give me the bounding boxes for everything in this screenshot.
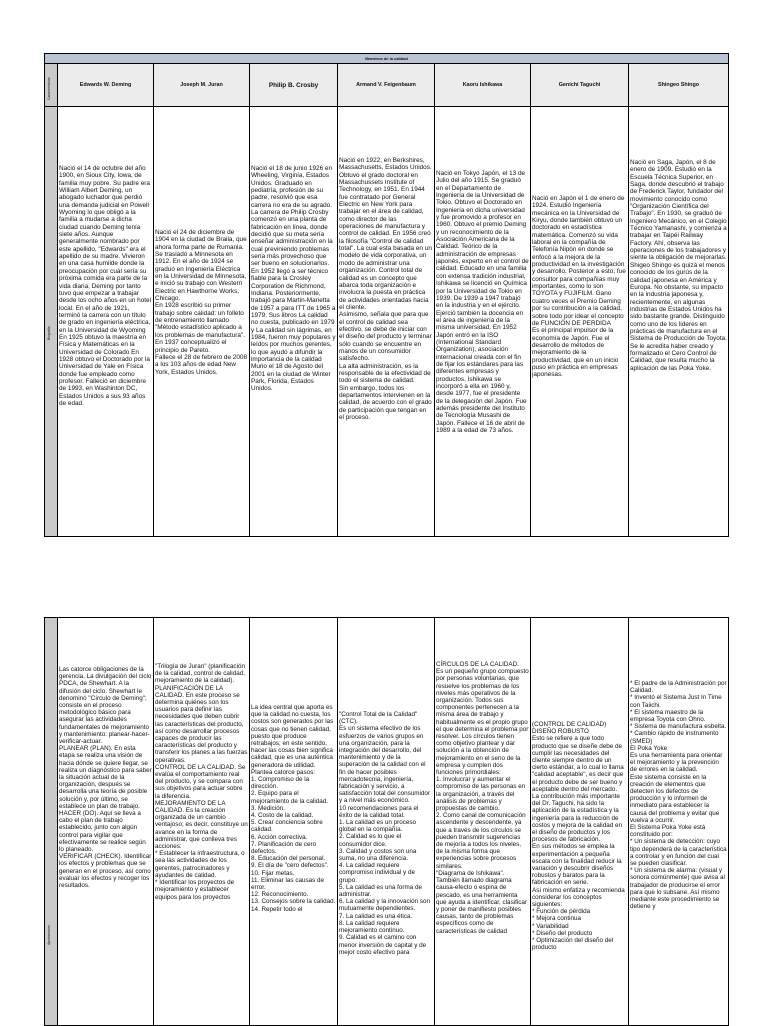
apl-ishikawa-text: CÍRCULOS DE LA CALIDAD. Es un pequeño grupo compuesto por personas voluntarias, que resuelve los problemas de los niveles más operativos de la organización. Todos sus componentes pertenecen a la misma área de trabajo y habitualmente es el propio grupo el que determina el problema por resolver. Los círculos tienen como objetivo plantear y dar solución a la obtención de mejoramiento en el seno de la empresa y cumplen dos funciones primordiales: 1. Involucrar y aumentar el compromiso de las personas en la organización, a través del análisis de problemas y propuestas de cambio. 2. Como canal de comunicación ascendente y descendente, ya que a través de los círculos se pueden transmitir sugerencias de mejoría a todos los niveles, de la misma forma que experiencias sobre procesos similares. "Diagrama de Ishikawa". También llamado diagrama causa-efecto o espina de pescado, es una herramienta que ayuda a identificar, clasificar y poner de manifiesto posibles causas, tanto de problemas específicos como de características de calidad: [436, 661, 529, 935]
side-header-cell: [45, 64, 58, 107]
apl-taguchi: [531, 618, 629, 1026]
bio-taguchi: [531, 107, 629, 537]
header-ishikawa: Kaoru Ishikawa: [435, 64, 531, 107]
header-juran: Joseph M. Juran: [154, 64, 250, 107]
bio-shingo: [629, 107, 729, 537]
apl-deming-text: Las catorce obligaciones de la gerencia. La divulgación del ciclo PDCA, de Shewhart. A la difusión del ciclo. Shewhart le denominó "Círculo de Deming"; consiste en el proceso metodológico básico para asegurar las actividades fundamentales de mejoramiento y mantenimiento: planear-hacer-verificar-actuar. PLANEAR (PLAN). En esta etapa se realiza una visión de hacia dónde se quiere llegar, se realiza un diagnóstico para saber la situación actual de la organización, después se desarrolla una teoría de posible solución y, por último, se establece un plan de trabajo. HACER (DO). Aquí se lleva a cabo el plan de trabajo establecido, junto con algún control para vigilar que efectivamente se realice según lo planeado. VERIFICAR (CHECK). Identificar los efectos y problemas que se generan en el proceso, así como evaluar los efectos y recoger los resultados.: [59, 666, 152, 890]
table-title: Maestros de la calidad: [45, 54, 729, 64]
header-shingo: Shingeo Shingo: [629, 64, 729, 107]
apl-deming: [58, 618, 154, 1026]
side-bio-cell: [45, 107, 58, 537]
bio-deming-text: Nació el 14 de octubre del año 1900, en Sioux City, Iowa, de familia muy pobre. Su padre era William Albert Deming, un abogado luchador que perdió una demanda judicial en Powell Wyoming lo que obligó a la familia a mudarse a dicha ciudad cuando Deming tenía siete años. Aunque generalmente nombrado por este apellido, "Edwards" era el apellido de su madre. Vivieron en una casa humilde donde la preocupación por cuál sería su próxima comida era parte de la vida diaria, Deming por tanto tuvo que empezar a trabajar desde los ocho años en un hotel local. En el año de 1921, terminó la carrera con un título de grado en ingeniería eléctrica, en la Universidad de Wyoming En 1925 obtuvo la maestría en Física y Matemáticas en la Universidad de Colorado En 1928 obtuvo el Doctorado por la Universidad de Yale en Física donde fue empleado como profesor. Falleció en diciembre de 1993, en Washinton DC, Estados Unidos a sus 93 años de edad.: [59, 165, 152, 407]
apl-crosby: [250, 618, 338, 1026]
bio-shingo-text: Nació en Saga, Japón, el 8 de enero de 1909. Estudió en la Escuela Técnica Superior, en Saga, donde descubrió el trabajo de Frederick Taylor, fundador del movimiento conocido como "Organización Científica del Trabajo". En 1930, se graduó de Ingeniero Mecánico, en el Colegio Técnico Yamanashi, y comienza a trabajar en Taipéi Railway Factory. Ahí, observa las operaciones de los trabajadores y siente la obligación de mejorarlas. Shigeo Shingo es quizá el menos conocido de los gurús de la calidad japonesa en América y Europa. No obstante, su impacto en la industria japonesa y, recientemente, en algunas industrias de Estados Unidos ha sido bastante grande. Distinguido como uno de los líderes en prácticas de manufactura en el Sistema de Producción de Toyota. Se le acredita haber creado y formalizado el Cero Control de Calidad, que resulta mucho la aplicación de las Poka Yoke.: [630, 159, 727, 372]
side-bio-label: Biografía: [47, 326, 51, 340]
apl-taguchi-text: (CONTROL DE CALIDAD) DISEÑO ROBUSTO Esto se refiere a que todo producto que se diseñe debe de cumplir las necesidades del cliente siempre dentro de un cierto estándar, a lo cual lo llama "calidad aceptable", es decir que el producto debe de ser bueno y aceptable dentro del mercado. La contribución más importante del Dr. Taguchi, ha sido la aplicación de la estadística y la ingeniería para la reducción de costos y mejora de la calidad en el diseño de productos y los procesos de fabricación. En sus métodos se emplea la experimentación a pequeña escala con la finalidad reducir la variación y descubrir diseños robustos y baratos para la fabricación en serie. Así mismo enfatiza y recomienda considerar los conceptos siguientes: * Función de pérdida * Mejora continua * Variabilidad * Diseño del producto * Optimización del diseño del producto: [532, 721, 625, 952]
side-apl-cell: [45, 618, 58, 1026]
bio-ishikawa-text: Nació en Tokyo Japón, el 13 de Julio del año 1915. Se graduó en el Departamento de Ingeniería de la Universidad de Tokio. Obtuvo el Doctorado en Ingeniería en dicha universidad y fue promovido a profesor en 1960. Obtuvo el premio Deming y un reconocimiento de la Asociación Americana de la Calidad. Teórico de la administración de empresas japonés, experto en el control de calidad. Educado en una familia con extensa tradición industrial, Ishikawa se licenció en Química por la Universidad de Tokio en 1939. De 1939 a 1947 trabajó en la industria y en el ejército. Ejerció también la docencia en el área de ingeniería de la misma universidad. En 1952 Japón entró en la ISO (International Standard Organization), asociación internacional creada con el fin de fijar los estándares para las diferentes empresas y productos. Ishikawa se incorporó a ella en 1960 y, desde 1977, fue el presidente de la delegación del Japón. Fue además presidente del Instituto de Tecnología Musashi de Japón. Fallece el 16 de abril de 1989 a la edad de 73 años.: [436, 170, 529, 435]
masters-table: [44, 53, 729, 537]
apl-feigenbaum: [338, 618, 435, 1026]
bio-crosby-text: Nació el 18 de junio 1926 en Wheeling, Virginia, Estados Unidos. Graduado en pediatría, profesión de su padre, resolvió que esa carrera no era de su agrado. La carrera de Philip Crosby comenzó en una planta de fabricación en línea, donde decidió que su meta sería enseñar administración en la cual previniendo problemas sería más provechoso que ser bueno en solucionarlos. En 1952 llegó a ser técnico fiable para la Crosley Corporation de Richmond, Indiana. Posteriormente, trabajó para Martin-Marietta de 1957 a para ITT de 1965 a 1979. Sus libros La calidad no cuesta, publicado en 1979 y La calidad sin lágrimas, en 1984, fueron muy populares y leídos por muchos gerentes, lo que ayudó a difundir la importancia de la calidad Murio el 18 de Agosto del 2001 en la ciudad de Winter Park, Florida, Estados Unidos.: [251, 165, 336, 393]
bio-juran: [154, 107, 250, 537]
apl-shingo-text: * El padre de la Administración por Calidad. * Inventó el Sistema Just In Time con Taiichi. * El sistema maestro de la empresa Toyota con Ohno. * Sistema de manufactura esbelta. * Cambio rápido de instrumento (SMED) El Poka Yoke Es una herramienta para orientar el mejoramiento y la prevención de errores en la calidad. Este sistema consiste en la creación de elementos que detecten los defectos de producción y lo informen de inmediato para establecer la causa del problema y evitar que vuelva a ocurrir. El Sistema Poka Yoke está constituido por: * Un sistema de detección: cuyo tipo dependerá de la característica a controlar y en función del cual se pueden clasificar. * Un sistema de alarma: (visual y sonora comúnmente) que avisa al trabajador de producirse el error para que lo subsane. Así mismo mediante este procedimiento se detiene y: [630, 680, 727, 911]
bio-taguchi-text: Nació en Japón el 1 de enero de 1924. Estudió Ingeniería mecánica en la Universidad de Kiryu, donde también obtuvo un doctorado en estadística matemática. Comenzó su vida laboral en la compañía de Telefonía Nipón en donde se enfocó a la mejora de la productividad en la investigación y desarrollo. Posterior a esto, fue consultor para compañías muy importantes, como lo son TOYOTA y FUJIFILM. Gano cuatro veces el Premio Deming por su contribución a la calidad, sobre todo por idear el concepto de FUNCIÓN DE PERDIDA Es el principal impulsor de la economía de Japón. Fue el desarrollo de métodos de mejoramiento de la productividad, que en un inicio puso en práctica en empresas japonesas.: [532, 195, 626, 379]
apl-juran: [154, 618, 250, 1026]
apl-crosby-text: La idea central que aporta es que la calidad no cuesta, los costos son generados por las cosas que no tienen calidad, puesto que produce retrabajos; en este sentido, hacer las cosas bien significa calidad, que es una auténtica generadora de utilidad. Plantea catorce pasos: 1. Compromiso de la dirección. 2. Equipo para el mejoramiento de la calidad. 3. Medición. 4. Costo de la calidad. 5. Crear conciencia sobre calidad. 6. Acción correctiva. 7. Planificación de cero defectos. 8. Educación del personal. 9. El día de "cero defectos". 10. Fijar metas. 11. Eliminar las causas de error. 12. Reconocimiento. 13. Consejos sobre la calidad. 14. Repetir todo el: [251, 704, 336, 913]
apl-ishikawa: [435, 618, 531, 1026]
bio-crosby: [250, 107, 338, 537]
apl-shingo: [629, 618, 729, 1026]
apl-juran-text: "Trilogía de Juran" (planificación de la calidad, control de calidad, mejoramiento de la calidad). PLANIFICACIÓN DE LA CALIDAD. En este proceso se determina quiénes son los usuarios para definir las necesidades que deben cubrir las características del producto, así como desarrollar procesos capaces de producir las características del producto y transferir los planes a las fuerzas operativas. CONTROL DE LA CALIDAD. Se evalúa el comportamiento real del producto, y se compara con sus objetivos para actuar sobre la diferencia. MEJORAMIENTO DE LA CALIDAD. Es la creación organizada de un cambio ventajoso; es decir, constituye un avance en la forma de administrar, que conlleva tres acciones: * Establecer la infraestructura, o sea las actividades de los gerentes, patrocinadores y ayudantes de calidad. * Identificar los proyectos de mejoramiento y establecer equipos para los proyectos: [155, 663, 248, 901]
contributions-table: [44, 617, 729, 1026]
bio-feigenbaum-text: Nació en 1922, en Berkshires, Massachusetts, Estados Unidos. Obtuvo el grado doctoral en Massachussets Institute of Technology, en 1951. En 1944 fue contratado por General Electric en New York para trabajar en el área de calidad, como director de las operaciones de manufactura y control de calidad. En 1956 creó la filosofía "Control de calidad total". La cual esta basada en un modelo de vida corporativa, un modo de administrar una organización. Control total de calidad es un concepto que abarca toda organización e involucra la puesta en práctica de actividades orientadas hacia el cliente. Asimismo, señala que para que el control de calidad sea efectivo, se debe de iniciar con el diseño del producto y terminar sólo cuando se encuentre en manos de un consumidor satisfecho. La alta administración, es la responsable de la efectividad de todo el sistema de calidad. Sin embargo, todos los departamentos intervienen en la calidad, de acuerdo con el grado de participación que tengan en el proceso.: [339, 157, 432, 422]
bio-ishikawa: [435, 107, 531, 537]
side-header-label: Características: [47, 77, 51, 100]
side-apl-label: Aportaciones: [47, 925, 51, 945]
apl-feigenbaum-text: "Control Total de la Calidad" (CTC). Es un sistema efectivo de los esfuerzos de varios grupos en una organización, para la integración del desarrollo, del mantenimiento y de la superación de la calidad con el fin de hacer posibles mercadotecnia, ingeniería, fabricación y servicio, a satisfacción total del consumidor y a nivel más económico. 10 recomendaciones para el éxito de la calidad total. 1. La calidad es un proceso global en la compañía. 2. Calidad es lo que el consumidor dice. 3. Calidad y costos son una suma, no una diferencia. 4. La calidad requiere compromiso individual y de grupo. 5. La calidad es una forma de administrar. 6. La calidad y la innovación son mutuamente dependientes. 7. La calidad es una ética. 8. La calidad requiere mejoramiento continuo. 9. Calidad es el camino con menor inversión de capital y de mejor costo efectivo para: [339, 711, 431, 956]
header-feigenbaum: Armand V. Feigenbaum: [338, 64, 435, 107]
header-taguchi: Genichi Taguchi: [531, 64, 629, 107]
bio-deming: [58, 107, 154, 537]
bio-feigenbaum: [338, 107, 435, 537]
bio-juran-text: Nació el 24 de diciembre de 1904 en la ciudad de Braila, que ahora forma parte de Rumania. Se trasladó a Minnesota en 1912. En el año de 1924 se graduó en Ingeniería Eléctrica en la Universidad de Minnesota, e inició su trabajo con Western Electric en Hawthorne Works, Chicago. En 1928 escribió su primer trabajo sobre calidad: un folleto de entrenamiento llamado "Método estadístico aplicado a los problemas de manufactura". En 1937 conceptualizó el principio de Pareto. Fallece el 28 de febrero de 2008 a los 103 años de edad New York, Estados Unidos.: [155, 229, 248, 376]
header-deming: Edwards W. Deming: [58, 64, 154, 107]
header-crosby: Philip B. Crosby: [250, 64, 338, 107]
